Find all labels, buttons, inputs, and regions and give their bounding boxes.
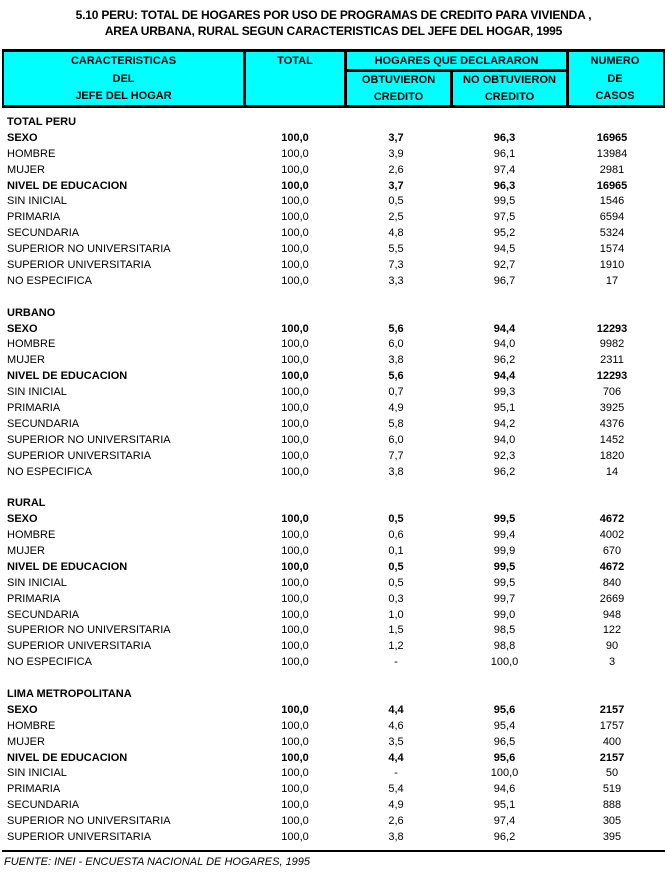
row-label: NIVEL DE EDUCACION (7, 751, 128, 764)
value-total: 100,0 (281, 211, 309, 224)
header-not-obtained-line1: NO OBTUVIERON (463, 74, 556, 87)
value-number-of-cases: 13984 (596, 147, 628, 160)
row-label: NO ESPECIFICA (7, 274, 92, 287)
value-total: 100,0 (281, 656, 309, 669)
table-row (0, 654, 667, 670)
value-not-obtained-credit: 96,1 (493, 147, 516, 160)
row-label: SIN INICIAL (7, 386, 67, 399)
value-total: 100,0 (281, 401, 309, 414)
section-title-row (0, 114, 667, 130)
value-not-obtained-credit: 99,4 (493, 529, 516, 542)
table-row (0, 368, 667, 384)
value-number-of-cases: 2669 (599, 592, 625, 605)
table-row (0, 162, 667, 178)
value-number-of-cases: 400 (602, 735, 622, 748)
value-obtained-credit: 3,8 (388, 465, 404, 478)
value-total: 100,0 (281, 624, 309, 637)
value-obtained-credit: 6,0 (388, 433, 404, 446)
table-row (0, 209, 667, 225)
value-not-obtained-credit: 96,2 (493, 465, 516, 478)
row-label: SUPERIOR UNIVERSITARIA (7, 640, 152, 653)
section-title-row (0, 495, 667, 511)
value-not-obtained-credit: 94,0 (493, 433, 516, 446)
value-obtained-credit: 7,3 (388, 258, 404, 271)
value-obtained-credit: 0,5 (388, 576, 404, 589)
value-number-of-cases: 305 (602, 815, 622, 828)
table-row (0, 766, 667, 782)
header-characteristics-line3: JEFE DEL HOGAR (75, 90, 172, 103)
table-row (0, 591, 667, 607)
row-label: NO ESPECIFICA (7, 465, 92, 478)
table-row (0, 623, 667, 639)
value-not-obtained-credit: 99,5 (493, 513, 516, 526)
value-not-obtained-credit: 99,5 (493, 576, 516, 589)
value-obtained-credit: 5,5 (388, 243, 404, 256)
row-label: SECUNDARIA (7, 227, 80, 240)
value-number-of-cases: 2157 (599, 751, 625, 764)
value-obtained-credit: 3,9 (388, 147, 404, 160)
row-label: SUPERIOR NO UNIVERSITARIA (7, 433, 171, 446)
value-total: 100,0 (281, 799, 309, 812)
value-number-of-cases: 6594 (599, 211, 625, 224)
header-total-label: TOTAL (277, 54, 313, 67)
row-label: SUPERIOR NO UNIVERSITARIA (7, 243, 171, 256)
source-note: FUENTE: INEI - ENCUESTA NACIONAL DE HOGARES, 1995 (4, 855, 311, 868)
row-label: PRIMARIA (7, 592, 61, 605)
value-obtained-credit: 3,8 (388, 354, 404, 367)
row-label: MUJER (7, 354, 45, 367)
value-total: 100,0 (281, 831, 309, 844)
value-not-obtained-credit: 95,4 (493, 719, 516, 732)
value-obtained-credit: 2,6 (388, 163, 404, 176)
value-not-obtained-credit: 95,1 (493, 799, 516, 812)
table-row (0, 781, 667, 797)
value-total: 100,0 (281, 147, 309, 160)
table-row (0, 336, 667, 352)
row-label: MUJER (7, 163, 45, 176)
value-total: 100,0 (281, 433, 309, 446)
row-label: SUPERIOR UNIVERSITARIA (7, 449, 152, 462)
value-number-of-cases: 90 (605, 640, 619, 653)
value-not-obtained-credit: 99,0 (493, 608, 516, 621)
value-number-of-cases: 1820 (599, 449, 625, 462)
table-row (0, 559, 667, 575)
row-label: SUPERIOR NO UNIVERSITARIA (7, 815, 171, 828)
value-not-obtained-credit: 96,7 (493, 274, 516, 287)
value-number-of-cases: 12293 (596, 370, 628, 383)
value-number-of-cases: 519 (602, 783, 622, 796)
value-obtained-credit: 6,0 (388, 338, 404, 351)
value-obtained-credit: - (394, 767, 398, 780)
value-number-of-cases: 1574 (599, 243, 625, 256)
value-not-obtained-credit: 94,0 (493, 338, 516, 351)
row-label: SUPERIOR UNIVERSITARIA (7, 258, 152, 271)
value-total: 100,0 (281, 513, 309, 526)
table-row (0, 257, 667, 273)
table-row (0, 829, 667, 845)
value-number-of-cases: 3925 (599, 401, 625, 414)
value-total: 100,0 (281, 703, 309, 716)
table-row (0, 178, 667, 194)
value-obtained-credit: 0,3 (388, 592, 404, 605)
value-total: 100,0 (281, 560, 309, 573)
header-total (246, 52, 347, 105)
value-not-obtained-credit: 98,5 (493, 624, 516, 637)
row-label: SEXO (7, 513, 38, 526)
row-label: SEXO (7, 703, 38, 716)
value-obtained-credit: 4,4 (388, 703, 404, 716)
page-title-line1: 5.10 PERU: TOTAL DE HOGARES POR USO DE PROGRAMAS DE CREDITO PARA VIVIENDA , (75, 8, 592, 22)
value-number-of-cases: 16965 (596, 179, 628, 192)
section-spacer (0, 670, 667, 686)
value-obtained-credit: 0,5 (388, 195, 404, 208)
table-row (0, 638, 667, 654)
table-row (0, 241, 667, 257)
value-number-of-cases: 1910 (599, 258, 625, 271)
value-total: 100,0 (281, 608, 309, 621)
row-label: SUPERIOR NO UNIVERSITARIA (7, 624, 171, 637)
value-total: 100,0 (281, 767, 309, 780)
value-number-of-cases: 4376 (599, 417, 625, 430)
table-row (0, 432, 667, 448)
value-total: 100,0 (281, 338, 309, 351)
value-obtained-credit: 7,7 (388, 449, 404, 462)
table-row (0, 130, 667, 146)
value-not-obtained-credit: 94,4 (493, 370, 516, 383)
section-spacer (0, 479, 667, 495)
value-obtained-credit: 3,7 (388, 131, 404, 144)
value-total: 100,0 (281, 529, 309, 542)
table-row (0, 273, 667, 289)
value-total: 100,0 (281, 449, 309, 462)
value-number-of-cases: 1452 (599, 433, 625, 446)
row-label: NIVEL DE EDUCACION (7, 179, 128, 192)
value-not-obtained-credit: 96,2 (493, 831, 516, 844)
value-number-of-cases: 17 (605, 274, 619, 287)
header-declared-group-label: HOGARES QUE DECLARARON (374, 54, 539, 67)
value-obtained-credit: 5,6 (388, 322, 404, 335)
header-characteristics-line1: CARACTERISTICAS (70, 54, 177, 67)
table-row (0, 416, 667, 432)
table-row (0, 813, 667, 829)
row-label: NIVEL DE EDUCACION (7, 370, 128, 383)
header-obtained-line2: CREDITO (373, 90, 424, 103)
header-characteristics-line2: DEL (112, 72, 135, 85)
value-number-of-cases: 2981 (599, 163, 625, 176)
value-obtained-credit: 3,7 (388, 179, 404, 192)
value-obtained-credit: 1,2 (388, 640, 404, 653)
page-title-line2: AREA URBANA, RURAL SEGUN CARACTERISTICAS DEL JEFE DEL HOGAR, 1995 (104, 23, 563, 38)
value-obtained-credit: 4,8 (388, 227, 404, 240)
value-total: 100,0 (281, 719, 309, 732)
value-number-of-cases: 2311 (600, 354, 624, 367)
value-total: 100,0 (281, 783, 309, 796)
table-row (0, 734, 667, 750)
value-number-of-cases: 395 (602, 831, 622, 844)
value-number-of-cases: 706 (602, 386, 622, 399)
value-not-obtained-credit: 99,5 (493, 195, 516, 208)
row-label: SECUNDARIA (7, 417, 80, 430)
value-obtained-credit: 4,4 (388, 751, 404, 764)
value-obtained-credit: 3,5 (388, 735, 404, 748)
value-number-of-cases: 50 (605, 767, 619, 780)
value-number-of-cases: 4672 (599, 513, 625, 526)
value-not-obtained-credit: 97,4 (493, 163, 516, 176)
row-label: SUPERIOR UNIVERSITARIA (7, 831, 152, 844)
value-obtained-credit: 3,8 (388, 831, 404, 844)
value-not-obtained-credit: 99,9 (493, 544, 516, 557)
table-row (0, 400, 667, 416)
value-total: 100,0 (281, 131, 309, 144)
value-obtained-credit: - (394, 656, 398, 669)
value-not-obtained-credit: 95,2 (493, 227, 516, 240)
table-header (2, 49, 665, 108)
header-not-obtained-line2: CREDITO (484, 90, 535, 103)
value-number-of-cases: 840 (602, 576, 622, 589)
value-not-obtained-credit: 98,8 (493, 640, 516, 653)
value-not-obtained-credit: 96,3 (493, 179, 516, 192)
table-row (0, 702, 667, 718)
section-title: LIMA METROPOLITANA (7, 688, 132, 700)
value-not-obtained-credit: 92,7 (493, 258, 516, 271)
value-obtained-credit: 4,6 (388, 719, 404, 732)
table-row (0, 607, 667, 623)
value-number-of-cases: 14 (605, 465, 619, 478)
table-row (0, 448, 667, 464)
section-title: URBANO (7, 306, 56, 319)
row-label: PRIMARIA (7, 783, 61, 796)
value-not-obtained-credit: 100,0 (490, 767, 519, 780)
row-label: SECUNDARIA (7, 608, 80, 621)
header-number-of-cases (566, 52, 661, 105)
row-label: SIN INICIAL (7, 767, 67, 780)
table-row (0, 384, 667, 400)
row-label: MUJER (7, 735, 45, 748)
value-number-of-cases: 3 (608, 656, 616, 669)
table-row (0, 797, 667, 813)
value-total: 100,0 (281, 592, 309, 605)
value-total: 100,0 (281, 354, 309, 367)
value-obtained-credit: 4,9 (388, 401, 404, 414)
row-label: HOMBRE (7, 147, 56, 160)
value-total: 100,0 (281, 163, 309, 176)
row-label: HOMBRE (7, 529, 56, 542)
value-total: 100,0 (281, 735, 309, 748)
value-not-obtained-credit: 99,5 (493, 560, 516, 573)
value-number-of-cases: 12293 (596, 322, 628, 335)
section-title: RURAL (7, 497, 46, 510)
value-total: 100,0 (281, 195, 309, 208)
value-number-of-cases: 948 (602, 608, 622, 621)
value-number-of-cases: 888 (602, 799, 622, 812)
value-obtained-credit: 5,8 (388, 417, 404, 430)
row-label: MUJER (7, 544, 45, 557)
value-total: 100,0 (281, 465, 309, 478)
table-row (0, 352, 667, 368)
table-row (0, 575, 667, 591)
value-not-obtained-credit: 95,1 (493, 401, 516, 414)
value-not-obtained-credit: 99,3 (493, 386, 516, 399)
table-row (0, 146, 667, 162)
value-total: 100,0 (281, 370, 309, 383)
value-obtained-credit: 3,3 (388, 274, 404, 287)
value-number-of-cases: 1757 (599, 719, 625, 732)
value-obtained-credit: 2,5 (388, 211, 404, 224)
value-number-of-cases: 122 (602, 624, 622, 637)
value-total: 100,0 (281, 640, 309, 653)
value-obtained-credit: 0,7 (388, 386, 404, 399)
value-obtained-credit: 0,5 (388, 513, 404, 526)
table-row (0, 543, 667, 559)
value-obtained-credit: 0,1 (388, 544, 404, 557)
value-total: 100,0 (281, 179, 309, 192)
value-total: 100,0 (281, 258, 309, 271)
value-number-of-cases: 2157 (599, 703, 625, 716)
table-row (0, 464, 667, 480)
value-number-of-cases: 670 (602, 544, 622, 557)
value-not-obtained-credit: 100,0 (490, 656, 519, 669)
value-not-obtained-credit: 96,2 (493, 354, 516, 367)
value-total: 100,0 (281, 227, 309, 240)
value-number-of-cases: 9982 (599, 338, 625, 351)
section-spacer (0, 289, 667, 305)
value-total: 100,0 (281, 322, 309, 335)
row-label: SEXO (7, 131, 38, 144)
row-label: NIVEL DE EDUCACION (7, 560, 128, 573)
value-number-of-cases: 4002 (599, 529, 625, 542)
table-row (0, 321, 667, 337)
header-cases-line2: DE (607, 72, 623, 85)
value-total: 100,0 (281, 815, 309, 828)
value-total: 100,0 (281, 243, 309, 256)
table-row (0, 193, 667, 209)
row-label: SECUNDARIA (7, 799, 80, 812)
section-title-row (0, 686, 667, 702)
header-obtained-credit (347, 69, 453, 105)
table-row (0, 225, 667, 241)
value-not-obtained-credit: 97,5 (493, 211, 516, 224)
value-not-obtained-credit: 96,3 (493, 131, 516, 144)
value-not-obtained-credit: 95,6 (493, 751, 516, 764)
value-not-obtained-credit: 92,3 (493, 449, 516, 462)
value-obtained-credit: 5,4 (388, 783, 404, 796)
value-obtained-credit: 1,5 (388, 624, 404, 637)
row-label: HOMBRE (7, 719, 56, 732)
value-not-obtained-credit: 94,5 (493, 243, 516, 256)
value-not-obtained-credit: 99,7 (493, 592, 516, 605)
header-declared-group (347, 52, 566, 69)
header-cases-line3: CASOS (595, 90, 635, 103)
value-total: 100,0 (281, 751, 309, 764)
value-obtained-credit: 0,5 (388, 560, 404, 573)
header-characteristics (4, 52, 246, 105)
value-total: 100,0 (281, 576, 309, 589)
row-label: PRIMARIA (7, 401, 61, 414)
value-obtained-credit: 5,6 (388, 370, 404, 383)
row-label: HOMBRE (7, 338, 56, 351)
table-row (0, 511, 667, 527)
header-cases-line1: NUMERO (590, 54, 640, 67)
section-title-row (0, 305, 667, 321)
value-not-obtained-credit: 96,5 (493, 735, 516, 748)
value-not-obtained-credit: 95,6 (493, 703, 516, 716)
value-number-of-cases: 4672 (599, 560, 625, 573)
table-row (0, 718, 667, 734)
row-label: SEXO (7, 322, 38, 335)
row-label: SIN INICIAL (7, 195, 67, 208)
value-obtained-credit: 2,6 (388, 815, 404, 828)
table-row (0, 527, 667, 543)
value-number-of-cases: 5324 (599, 227, 625, 240)
row-label: PRIMARIA (7, 211, 61, 224)
header-not-obtained-credit (453, 69, 566, 105)
row-label: SIN INICIAL (7, 576, 67, 589)
value-number-of-cases: 16965 (596, 131, 628, 144)
value-not-obtained-credit: 94,2 (493, 417, 516, 430)
value-total: 100,0 (281, 417, 309, 430)
value-total: 100,0 (281, 386, 309, 399)
page-title (0, 0, 667, 39)
header-obtained-line1: OBTUVIERON (361, 74, 436, 87)
table-row (0, 750, 667, 766)
section-title: TOTAL PERU (7, 115, 77, 128)
value-obtained-credit: 4,9 (388, 799, 404, 812)
value-total: 100,0 (281, 544, 309, 557)
value-not-obtained-credit: 94,4 (493, 322, 516, 335)
row-label: NO ESPECIFICA (7, 656, 92, 669)
value-obtained-credit: 1,0 (388, 608, 404, 621)
value-obtained-credit: 0,6 (388, 529, 404, 542)
value-total: 100,0 (281, 274, 309, 287)
value-not-obtained-credit: 97,4 (493, 815, 516, 828)
value-not-obtained-credit: 94,6 (493, 783, 516, 796)
value-number-of-cases: 1546 (599, 195, 625, 208)
table-body (0, 108, 667, 845)
